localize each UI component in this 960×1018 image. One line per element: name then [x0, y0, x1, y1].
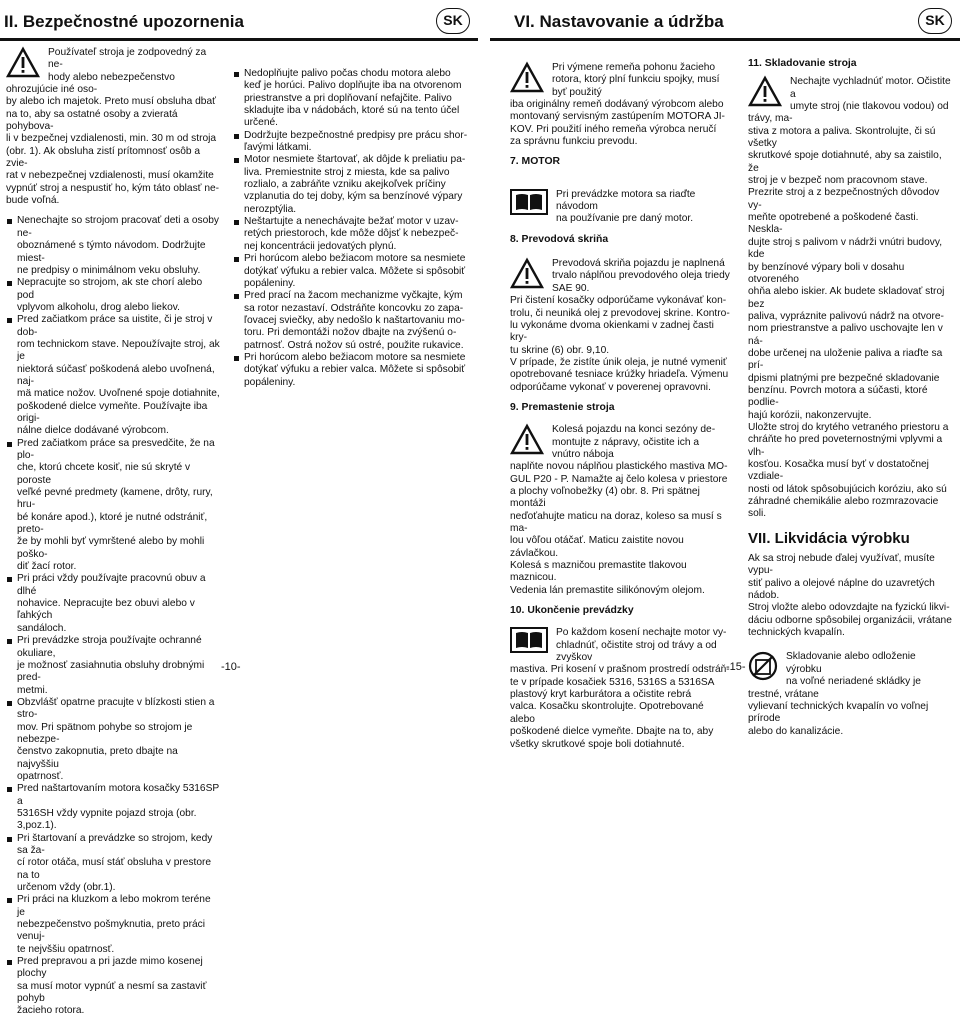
bullet-text-line: cí rotor otáča, musí stáť obsluha v prestore na to	[17, 857, 212, 881]
text-line: ohňa alebo iskier. Ak budete skladovať stroj bez	[748, 286, 945, 310]
text-line: hajú korózii, nakonzervujte.	[748, 409, 872, 421]
bullet-item	[6, 277, 220, 314]
bullet-text-line: te nejvššiu opatrnosť.	[17, 943, 115, 955]
text-line: umyte stroj (nie tlakovou vodou) od trávy, ma-	[748, 101, 949, 125]
bullet-item	[233, 290, 469, 352]
bullet-text-line: Pred naštartovaním motora kosačky 5316SP a	[17, 783, 219, 807]
bullet-text-line: Nepracujte so strojom, ak ste chorí alebo pod	[17, 277, 203, 301]
bullet-text-line: Neštartujte a nenechávajte bežať motor v uzav-	[244, 216, 459, 228]
text-line: by benzínové výpary boli v dosahu otvoreného	[748, 261, 905, 285]
bullet-item	[233, 68, 469, 130]
text-line: vylievaní technických kvapalín vo voľnej prírode	[748, 700, 929, 725]
text-line: Pri čistení kosačky odporúčame vykonávať kon-	[510, 295, 727, 307]
text-line: iba originálny remeň dodávaný výrobcom alebo	[510, 99, 724, 111]
text-line: lou vôľou otáčať. Maticu zaistite novou závlačkou.	[510, 535, 684, 559]
bullet-text-line: Pred prepravou a pri jazde mimo kosenej plochy	[17, 956, 203, 980]
text-line: paliva, vypráznite palivovú nádrž na otvore-	[748, 310, 944, 322]
motor-block	[510, 189, 730, 226]
text-line: Kolesá pojazdu na konci sezóny de-	[552, 424, 716, 436]
text-line: Uložte stroj do krytého vetraného priestoru a	[748, 421, 949, 433]
bullet-item	[6, 697, 220, 783]
bullet-item	[6, 314, 220, 437]
bullet-text-line: Dodržujte bezpečnostné predpisy pre prácu shor-	[244, 129, 468, 141]
text-line: alebo do kanalizácie.	[748, 725, 844, 737]
bullet-item	[6, 956, 220, 1018]
text-line: montovaný servisným zastúpením MOTORA JI-	[510, 111, 725, 123]
bullet-text-line: rom technickom stave. Nepoužívajte stroj, ak je	[17, 338, 220, 363]
storage-text	[748, 76, 954, 520]
bullet-text-line: Pred prací na žacom mechanizme vyčkajte, kým	[244, 290, 463, 302]
bullet-text-line: Pri štartovaní a prevádzke so strojom, kedy sa ža-	[17, 832, 213, 856]
text-line: li v bezpečnej vzdialenosti, min. 30 m od stroja	[6, 133, 217, 145]
section-disposal-title: VII. Likvidácia výrobku	[748, 529, 910, 547]
left-header	[0, 4, 478, 38]
bullet-item	[233, 352, 469, 389]
gearbox-block	[510, 258, 730, 394]
bullet-text-line: nej koncentrácii jedovatých plynú.	[244, 240, 397, 252]
bullet-item	[6, 573, 220, 635]
page-number-left: -10-	[221, 661, 241, 673]
section-gearbox-title: 8. Prevodová skriňa	[510, 233, 609, 245]
bullet-item	[233, 130, 469, 155]
page-number-right: -15-	[726, 661, 746, 673]
bullet-text-line: ľavými látkami.	[244, 142, 312, 154]
bullet-text-line: metmi.	[17, 684, 48, 696]
disposal-warning-text	[748, 651, 954, 737]
text-line: na voľné neriadené skládky je trestné, vrátane	[748, 676, 921, 700]
bullet-text-line: dotýkať výfuku a rebier valca. Môžete si spôsobiť	[244, 364, 466, 376]
fuel-safety-bullet-list	[233, 68, 469, 389]
bullet-text-line: vplyvom alkoholu, drog alebo liekov.	[17, 301, 180, 313]
bullet-text-line: retých priestoroch, kde môže dôjsť k nebezpeč-	[244, 228, 459, 240]
text-line: V prípade, že zistíte únik oleja, je nutné vymeniť	[510, 356, 727, 368]
bullet-text-line: ľovacej sviečky, aby nedošlo k naštartovaniu mo-	[244, 314, 465, 326]
bullet-item	[6, 833, 220, 895]
text-line: vypnúť stroj a nespustiť ho, kým táto oblasť ne-	[6, 182, 220, 194]
bullet-text-line: patrnosť. Ostrá nožov sú ostré, použite rukavice.	[244, 339, 464, 351]
bullet-text-line: ne predpisy o minimálnom veku obsluhy.	[17, 264, 201, 276]
bullet-item	[6, 438, 220, 574]
bullet-text-line: popáleniny.	[244, 277, 296, 289]
text-line: by alebo ich majetok. Preto musí obsluha dbať	[6, 96, 216, 108]
text-line: Kolesá s mazničou premastite tlakovou maznicou.	[510, 560, 687, 584]
belt-warning-block	[510, 62, 730, 148]
right-page	[490, 0, 960, 750]
right-column-1	[510, 62, 730, 751]
right-header	[490, 4, 960, 38]
left-page	[0, 0, 478, 1017]
bullet-text-line: Pri prevádzke stroja používajte ochranné okuliare,	[17, 635, 202, 659]
text-line: dpismi platnými pre bezpečné skladovanie	[748, 372, 940, 384]
bullet-text-line: Nedoplňujte palivo počas chodu motora alebo	[244, 68, 451, 79]
no-dumping-icon	[748, 651, 778, 681]
text-line: trvalo náplňou prevodového oleja triedy SAE 90.	[552, 270, 730, 294]
bullet-item	[233, 154, 469, 216]
text-line: Ak sa stroj nebude ďalej využívať, musíte vypu-	[748, 553, 935, 577]
bullet-text-line: žacieho rotora.	[17, 1005, 85, 1017]
bullet-text-line: určené.	[244, 117, 278, 129]
text-line: všetky skrutkové spoje boli dotiahnuté.	[510, 738, 685, 750]
text-line: nosti od látok spôsobujúcich koróziu, ako sú	[748, 483, 947, 495]
bullet-text-line: nerozptýlia.	[244, 203, 297, 215]
bullet-text-line: bé konáre apod.), ktoré je nutné odstrániť, preto-	[17, 511, 208, 536]
text-line: Skladovanie alebo odloženie výrobku	[786, 651, 916, 675]
text-line: chráňte ho pred poveternostnými vplyvmi a vlh-	[748, 434, 943, 458]
bullet-item	[6, 635, 220, 697]
text-line: lu vykonáme dvoma okienkami v zadnej časti kry-	[510, 319, 714, 344]
bullet-text-line: Nenechajte so strojom pracovať deti a osoby ne-	[17, 215, 220, 239]
bullet-item	[6, 783, 220, 832]
text-line: rat v nebezpečnej vzdialenosti, musí okamžite	[6, 170, 214, 182]
bullet-item	[233, 253, 469, 290]
text-line: Stroj vložte alebo odovzdajte na fyzickú likvi-	[748, 602, 950, 614]
bullet-text-line: diť žací rotor.	[17, 561, 77, 573]
text-line: stiť palivo a olejové náplne do uzavretých nádob.	[748, 577, 935, 602]
warning-block	[6, 47, 220, 207]
warning-triangle-icon	[6, 47, 40, 78]
text-line: na to, aby sa ostatné osoby a zvieratá pohybova-	[6, 108, 178, 133]
language-badge-left: SK	[436, 8, 470, 34]
bullet-text-line: opatrnosť.	[17, 770, 64, 782]
bullet-text-line: priestranstve a pri doplňovaní nefajčite. Palivo	[244, 92, 452, 104]
bullet-text-line: rozlialo, a zabráňte vzniku akejkoľvek príčiny	[244, 179, 446, 191]
bullet-text-line: mov. Pri spätnom pohybe so strojom je nebezpe-	[17, 721, 193, 745]
bullet-text-line: sandáloch.	[17, 622, 67, 634]
bullet-text-line: liva. Premiestnite stroj z miesta, kde sa palivo	[244, 166, 450, 178]
text-line: opotrebované tesniace krúžky hriadeľa. Výmenu	[510, 369, 729, 381]
text-line: rotora, ktorý plní funkciu spojky, musí byť použitý	[552, 74, 720, 98]
bullet-text-line: skladujte iba v nádobách, ktoré sú na tento účel	[244, 105, 460, 117]
bullet-text-line: Pri horúcom alebo bežiacom motore sa nesmiete	[244, 351, 466, 363]
text-line: plastový kryt karburátora a očistite rebrá	[510, 689, 692, 701]
text-line: trolu, či neuniká olej z prevodovej skrine. Kontro-	[510, 307, 730, 319]
lubrication-block	[510, 424, 730, 597]
end-of-operation-block	[510, 627, 730, 750]
text-line: montujte z nápravy, očistite ich a vnútro náboja	[552, 436, 700, 460]
bullet-text-line: mä matice nožov. Uvoľnené spoje dotiahnite,	[17, 388, 220, 400]
bullet-text-line: toru. Pri demontáži nožov dbajte na zvýšenú o-	[244, 327, 457, 339]
left-column-1	[6, 47, 220, 1018]
bullet-text-line: určenom vždy (obr.1).	[17, 882, 116, 894]
bullet-text-line: popáleniny.	[244, 376, 296, 388]
text-line: GUL P20 - P. Namažte aj čelo kolesa v priestore	[510, 473, 728, 485]
warning-triangle-icon	[510, 258, 544, 289]
bullet-text-line: nohavice. Nepracujte bez obuvi alebo v ľahkých	[17, 598, 195, 622]
bullet-item	[6, 894, 220, 956]
text-line: záhradné chemikálie alebo rozmrazovacie soli.	[748, 496, 939, 520]
text-line: mastiva. Pri kosení v prašnom prostredí odstráň-	[510, 664, 730, 676]
text-line: hody alebo nebezpečenstvo ohrozujúcie iné oso-	[6, 71, 175, 96]
text-line: skrutkové spoje dotiahnuté, aby sa zaistilo, že	[748, 150, 942, 174]
left-column-2	[233, 68, 469, 389]
text-line: odporúčame vykonať v poverenej opravovni.	[510, 381, 711, 393]
text-line: nom priestranstve a palivo uschovajte len v ná-	[748, 323, 943, 347]
text-line: Pri výmene remeňa pohonu žacieho	[552, 62, 716, 73]
disposal-warning-block	[748, 651, 954, 737]
bullet-text-line: sa rotor nezastaví. Odstráňte koncovku zo zapa-	[244, 302, 464, 314]
bullet-text-line: že by mohli byť vymrštené alebo by mohli poško-	[17, 536, 205, 560]
text-line: technických kvapalín.	[748, 627, 845, 639]
text-line: Prezrite stroj a z bezpečnostných dôvodov vy-	[748, 187, 940, 211]
bullet-text-line: poškodené dielce vymeňte. Používajte iba origi-	[17, 400, 208, 424]
bullet-text-line: che, ktorú chcete kosiť, nie sú skryté v poroste	[17, 462, 191, 486]
text-line: KOV. Pri použití iného remeňa výrobca neručí	[510, 123, 717, 135]
text-line: za správnu funkciu prevodu.	[510, 136, 638, 148]
bullet-text-line: Pri práci vždy používajte pracovnú obuv a dlhé	[17, 573, 206, 597]
bullet-text-line: sa musí motor vypnúť a nesmí sa zastaviť pohyb	[17, 980, 207, 1005]
bullet-text-line: 5316SH vždy vypnite pojazd stroja (obr. 3,poz.1).	[17, 807, 197, 832]
storage-block	[748, 76, 954, 520]
text-line: (obr. 1). Ak obsluha zistí prítomnosť osôb a zvie-	[6, 145, 201, 170]
language-badge-right: SK	[918, 8, 952, 34]
bullet-text-line: je možnosť zasiahnutia obsluhy drobnými pred-	[17, 659, 205, 684]
text-line: Po každom kosení nechajte motor vy-	[556, 627, 727, 639]
bullet-text-line: Pri horúcom alebo bežiacom motore sa nesmiete	[244, 253, 466, 265]
bullet-text-line: keď je horúci. Palivo doplňujte iba na otvorenom	[244, 80, 462, 92]
text-line: a plochy voľnobežky (4) obr. 8. Pri spätnej montáži	[510, 485, 700, 510]
section-motor-title: 7. MOTOR	[510, 156, 561, 168]
manual-book-icon	[510, 627, 548, 653]
page-title-right: VI. Nastavovanie a údržba	[514, 12, 724, 31]
section-storage-title: 11. Skladovanie stroja	[748, 58, 857, 69]
text-line: Nechajte vychladnúť motor. Očistite a	[790, 76, 951, 100]
safety-bullet-list	[6, 215, 220, 1017]
bullet-text-line: Obzvlášť opatrne pracujte v blízkosti stien a stro-	[17, 696, 215, 721]
text-line: naplňte novou náplňou plastického mastiva MO-	[510, 461, 728, 473]
text-line: bude voľná.	[6, 195, 60, 207]
text-line: dáciu odborne spôsobilej organizácii, vrátane	[748, 614, 952, 626]
text-line: Prevodová skriňa pojazdu je naplnená	[552, 258, 725, 270]
warning-triangle-icon	[510, 424, 544, 455]
manual-book-icon	[510, 189, 548, 215]
text-line: neďoťahujte maticu na doraz, koleso sa musí s ma-	[510, 510, 722, 534]
text-line: stroj je v bezpeč nom pracovnom stave.	[748, 175, 928, 187]
bullet-text-line: Pri práci na kluzkom a lebo mokrom teréne je	[17, 894, 211, 918]
bullet-text-line: veľké pevné predmety (kamene, drôty, rury, hru-	[17, 487, 213, 511]
bullet-text-line: nebezpečenstvo pošmyknutia, preto práci venuj-	[17, 919, 206, 943]
text-line: dobe určenej na uloženie paliva a riaďte sa prí-	[748, 347, 943, 372]
bullet-text-line: niektorá súčasť poškodená alebo uvoľnená, naj-	[17, 363, 215, 387]
warning-triangle-icon	[510, 62, 544, 93]
bullet-text-line: Pred začiatkom práce sa presvedčite, že na plo-	[17, 437, 215, 461]
bullet-item	[6, 215, 220, 277]
disposal-text	[748, 553, 954, 639]
header-rule-left	[0, 38, 478, 41]
text-line: Pri prevádzke motora sa riaďte návodom	[556, 188, 696, 213]
warning-triangle-icon	[748, 76, 782, 107]
text-line: benzínu. Povrch motora a súčasti, ktoré podlie-	[748, 384, 928, 409]
bullet-text-line: Motor nesmiete štartovať, ak dôjde k preliatiu pa-	[244, 154, 466, 166]
page-title-left: II. Bezpečnostné upozornenia	[4, 12, 244, 31]
right-column-2	[748, 58, 954, 738]
bullet-text-line: dotýkať výfuku a rebier valca. Môžete si spôsobiť	[244, 265, 466, 277]
text-line: te v prípade kosačiek 5316, 5316S a 5316SA	[510, 676, 715, 688]
text-line: na používanie pre daný motor.	[556, 213, 694, 225]
bullet-text-line: Pred začiatkom práce sa uistite, či je stroj v dob-	[17, 314, 213, 338]
bullet-item	[233, 216, 469, 253]
text-line: dujte stroj s palivom v nádrži vnútri budovy, kde	[748, 236, 943, 261]
bullet-text-line: nálne dielce dodávané výrobcom.	[17, 425, 169, 437]
text-line: kosťou. Kosačka musí byť v dostatočnej vzdiale-	[748, 459, 929, 483]
section-lubrication-title: 9. Premastenie stroja	[510, 401, 615, 413]
header-rule-right	[490, 38, 960, 41]
bullet-text-line: čenstvo zakopnutia, preto dbajte na najvyššiu	[17, 746, 178, 770]
text-line: valca. Kosačku skontrolujte. Opotrebované alebo	[510, 701, 704, 725]
text-line: Používateľ stroja je zodpovedný za ne-	[48, 47, 207, 71]
section-end-of-operation-title: 10. Ukončenie prevádzky	[510, 605, 634, 617]
text-line: stiva z motora a paliva. Skontrolujte, či sú všetky	[748, 125, 936, 150]
text-line: poškodené dielce vymeňte. Dbajte na to, aby	[510, 726, 714, 738]
text-line: tu skrine (6) obr. 9,10.	[510, 344, 610, 356]
text-line: Vedenia lán premastite silikónovým olejom.	[510, 584, 705, 596]
text-line: chladnúť, očistite stroj od trávy a od zvyškov	[556, 639, 717, 664]
bullet-text-line: vzplanutia do tej doby, kým sa benzínové výpary	[244, 191, 463, 203]
text-line: meňte opotrebené a poškodené časti. Neskla-	[748, 212, 919, 236]
bullet-text-line: oboznámené s týmto návodom. Dodržujte miest-	[17, 240, 206, 264]
